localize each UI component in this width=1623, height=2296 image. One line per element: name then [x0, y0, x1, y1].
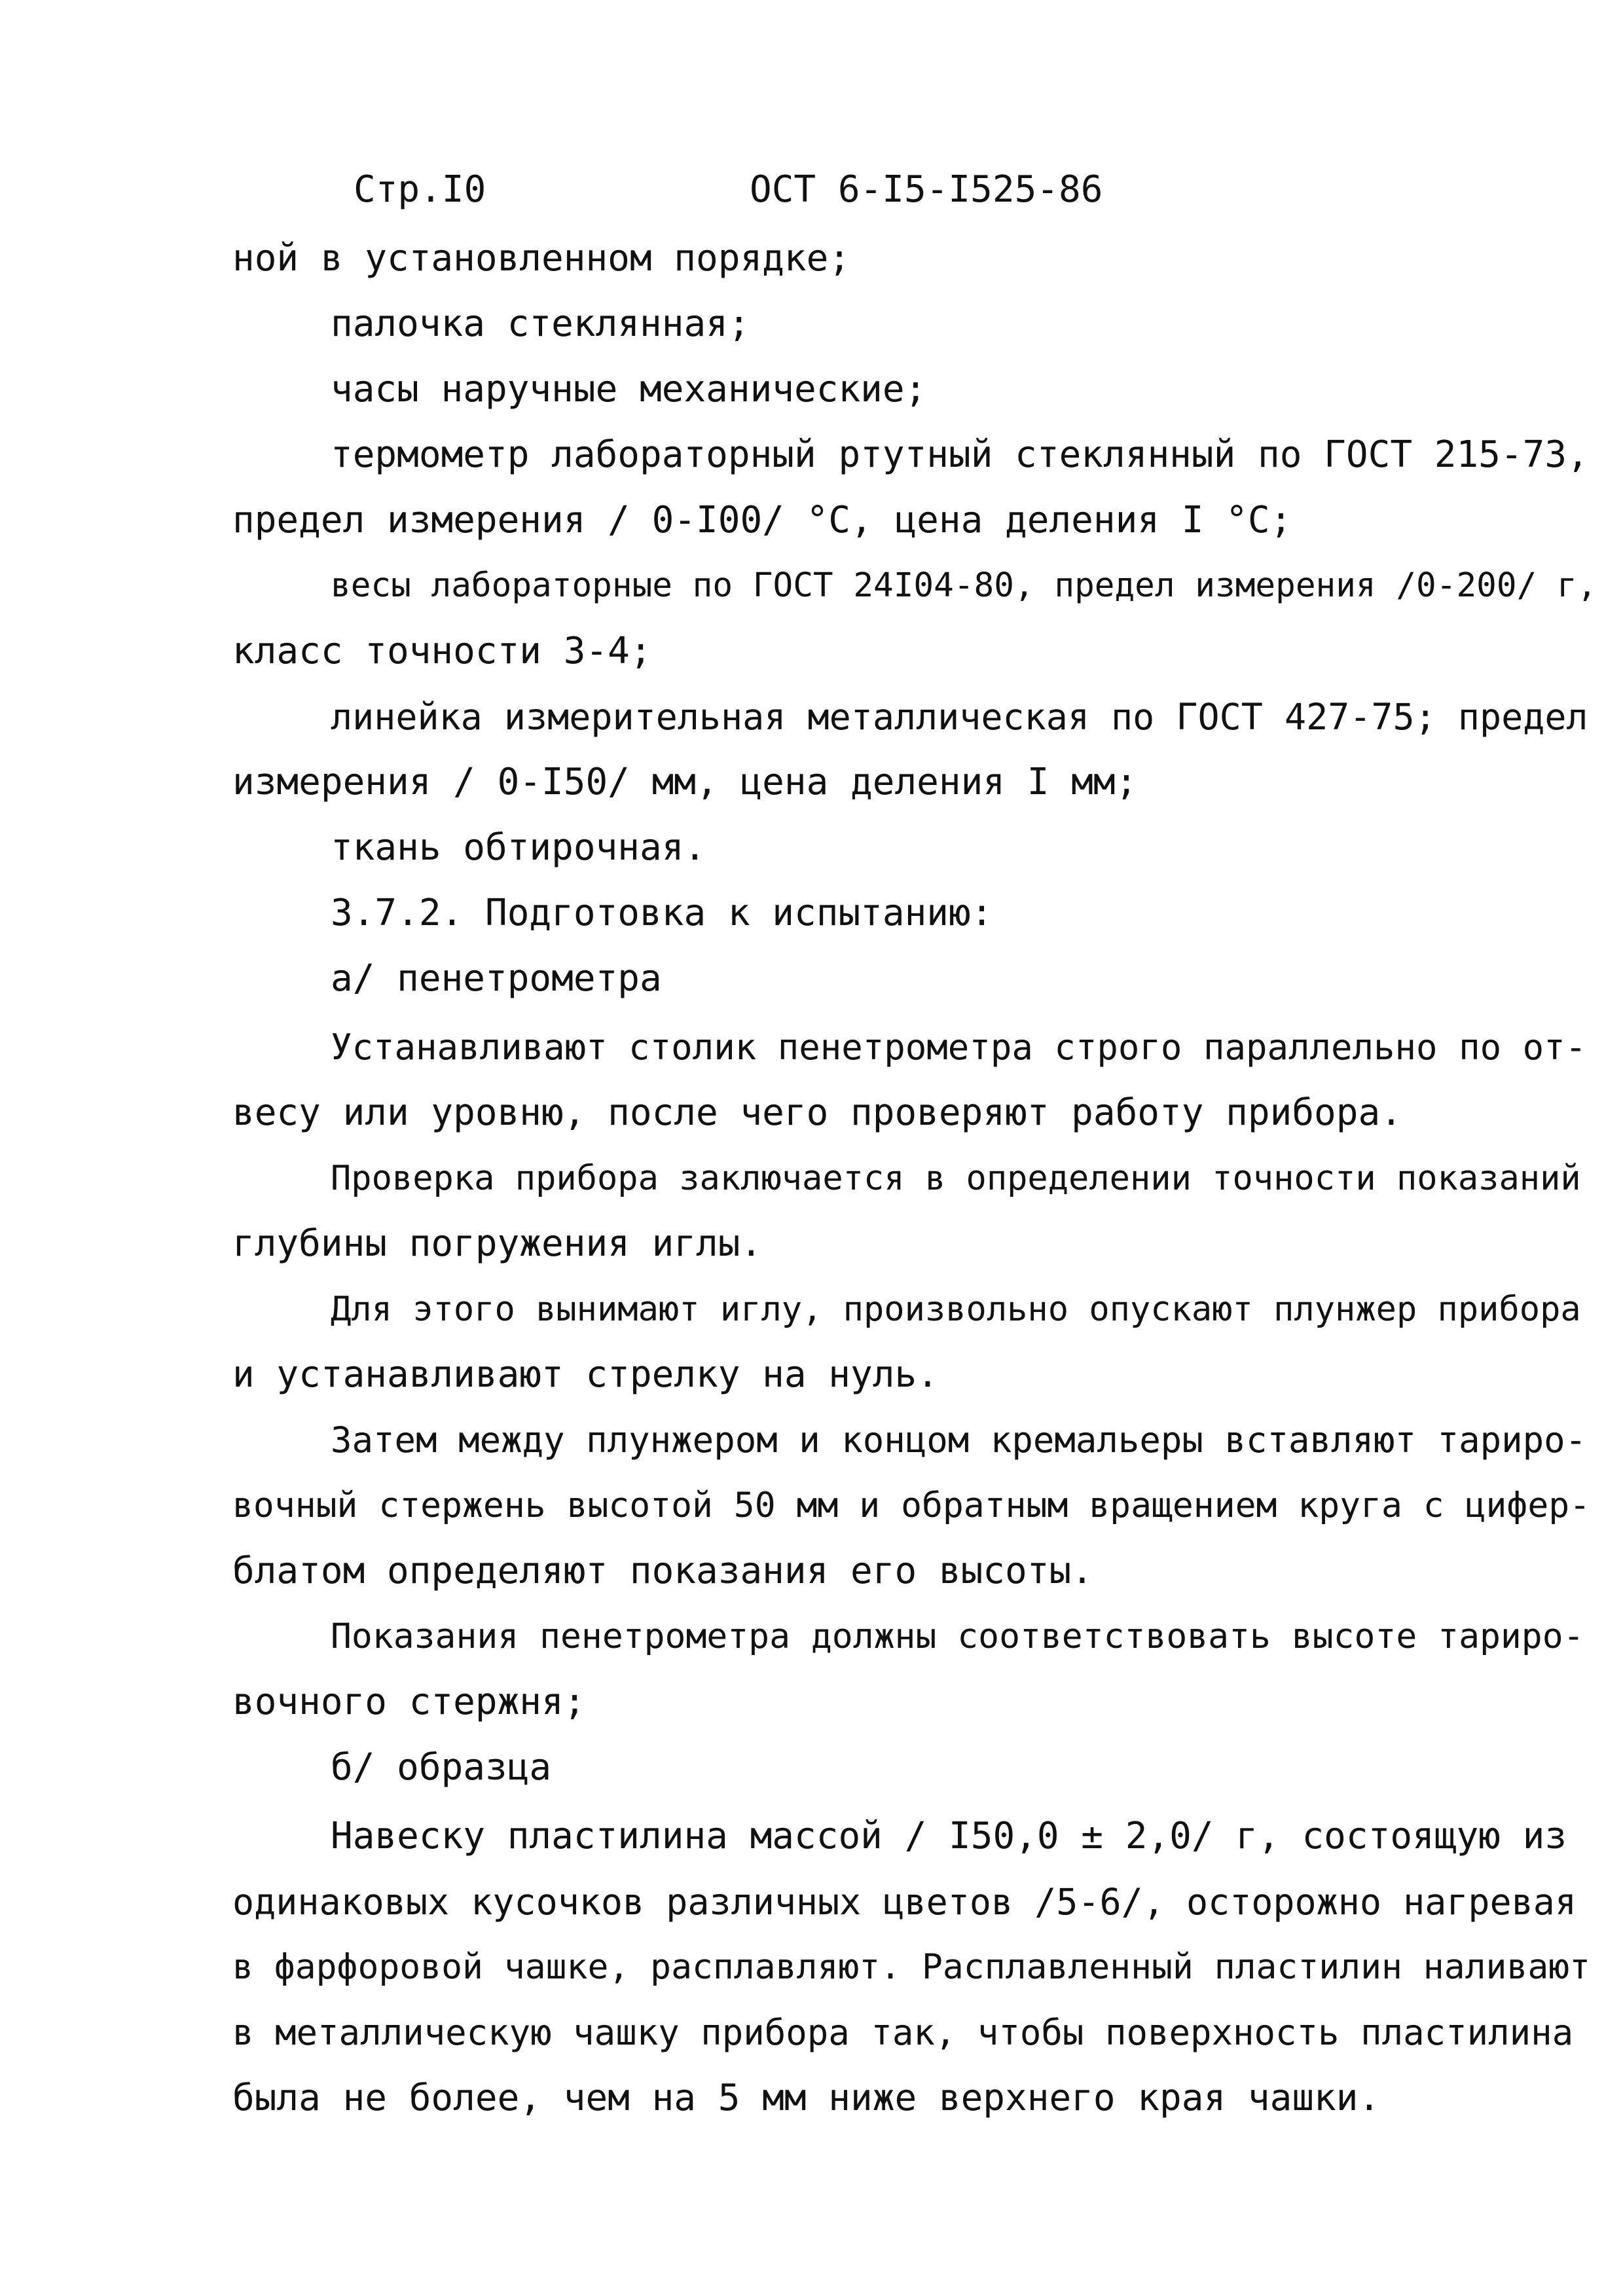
text-line: Показания пенетрометра должны соответствовать высоте тариро-: [331, 1616, 1584, 1656]
text-line: предел измерения / 0-I00/ °С, цена деления I °С;: [232, 499, 1292, 541]
page-number: Стр.I0: [354, 168, 486, 211]
text-line: глубины погружения иглы.: [232, 1222, 763, 1265]
text-line: вочный стержень высотой 50 мм и обратным вращением круга с цифер-: [232, 1485, 1591, 1525]
text-line: измерения / 0-I50/ мм, цена деления I мм;: [232, 761, 1138, 803]
text-line: была не более, чем на 5 мм ниже верхнего края чашки.: [232, 2077, 1381, 2119]
text-line: линейка измерительная металлическая по ГОСТ 427-75; предел: [331, 696, 1588, 738]
subsection-heading: б/ образца: [331, 1746, 552, 1789]
text-line: часы наручные механические;: [331, 368, 927, 410]
section-heading: 3.7.2. Подготовка к испытанию:: [331, 892, 993, 934]
text-line: Для этого вынимают иглу, произвольно опускают плунжер прибора: [331, 1290, 1581, 1329]
text-line: блатом определяют показания его высоты.: [232, 1550, 1093, 1592]
text-line: палочка стеклянная;: [331, 302, 750, 345]
text-line: весы лабораторные по ГОСТ 24I04-80, предел измерения /0-200/ г,: [331, 566, 1597, 605]
text-line: в металлическую чашку прибора так, чтобы поверхность пластилина: [232, 2012, 1574, 2053]
text-line: весу или уровню, после чего проверяют работу прибора.: [232, 1091, 1402, 1134]
document-code: ОСТ 6-I5-I525-86: [750, 168, 1103, 211]
text-line: в фарфоровой чашке, расплавляют. Расплавленный пластилин наливают: [232, 1947, 1591, 1987]
text-line: одинаковых кусочков различных цветов /5-6/, осторожно нагревая: [232, 1881, 1577, 1923]
text-line: Навеску пластилина массой / I50,0 ± 2,0/ г, состоящую из: [331, 1815, 1567, 1857]
text-line: Проверка прибора заключается в определении точности показаний: [331, 1159, 1581, 1198]
text-line: ткань обтирочная.: [331, 826, 706, 869]
subsection-heading: а/ пенетрометра: [331, 957, 662, 1000]
text-line: Устанавливают столик пенетрометра строго параллельно по от-: [331, 1027, 1587, 1068]
text-line: ной в установленном порядке;: [232, 237, 851, 280]
text-line: термометр лабораторный ртутный стеклянный по ГОСТ 215-73,: [331, 433, 1589, 476]
text-line: класс точности 3-4;: [232, 630, 652, 672]
text-line: Затем между плунжером и концом кремальеры вставляют тариро-: [331, 1419, 1587, 1461]
text-line: и устанавливают стрелку на нуль.: [232, 1353, 939, 1396]
text-line: вочного стержня;: [232, 1681, 586, 1723]
